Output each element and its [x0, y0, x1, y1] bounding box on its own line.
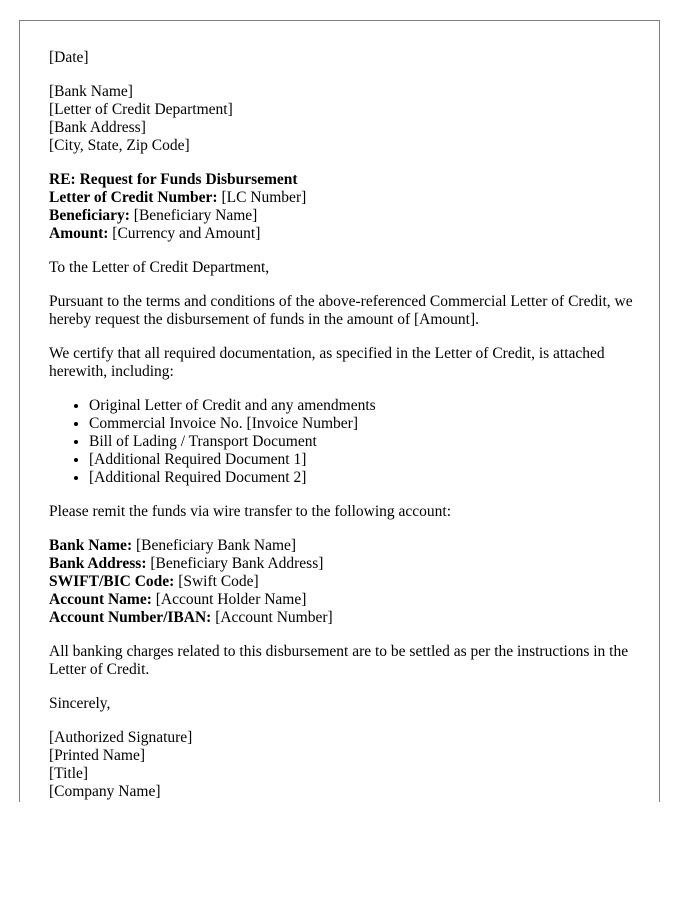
list-item: • [Additional Required Document 1]	[89, 451, 639, 469]
subject-line	[49, 171, 639, 189]
account-bank-address-value: [Beneficiary Bank Address]	[146, 555, 324, 572]
beneficiary-value: [Beneficiary Name]	[129, 207, 258, 224]
list-item: • Original Letter of Credit and any amendments	[89, 397, 639, 415]
account-swift-label: SWIFT/BIC Code:	[49, 573, 175, 590]
list-item: • Bill of Lading / Transport Document	[89, 433, 639, 451]
salutation: To the Letter of Credit Department,	[49, 259, 270, 276]
remit-paragraph: Please remit the funds via wire transfer to the following account:	[49, 503, 452, 520]
signer-title: [Title]	[49, 765, 89, 782]
closing: Sincerely,	[49, 695, 111, 712]
account-bank-name-label: Bank Name:	[49, 537, 133, 554]
account-name-value: [Account Holder Name]	[151, 591, 307, 608]
letter-page	[19, 20, 660, 802]
account-number-label: Account Number/IBAN:	[49, 609, 212, 626]
list-item: • Commercial Invoice No. [Invoice Number]	[89, 415, 639, 433]
amount-label: Amount:	[49, 225, 109, 242]
letter-body	[49, 49, 639, 802]
printed-name: [Printed Name]	[49, 747, 145, 764]
beneficiary-line	[49, 207, 639, 225]
request-paragraph: Pursuant to the terms and conditions of the above-referenced Commercial Letter of Credit, we hereby request the disbursement of funds in the amount of [Amount].	[49, 293, 633, 328]
account-name-line	[49, 591, 639, 609]
subject-text: RE: Request for Funds Disbursement	[49, 171, 298, 188]
account-name-label: Account Name:	[49, 591, 152, 608]
account-swift-value: [Swift Code]	[174, 573, 259, 590]
recipient-bank-address: [Bank Address]	[49, 119, 146, 136]
charges-paragraph: All banking charges related to this disbursement are to be settled as per the instructions in the Letter of Credit.	[49, 643, 629, 678]
lc-number-line	[49, 189, 639, 207]
recipient-address	[49, 83, 639, 155]
recipient-department: [Letter of Credit Department]	[49, 101, 233, 118]
account-bank-address-line	[49, 555, 639, 573]
account-bank-address-label: Bank Address:	[49, 555, 147, 572]
letter-date: [Date]	[49, 49, 89, 66]
recipient-city-state-zip: [City, State, Zip Code]	[49, 137, 190, 154]
lc-number-value: [LC Number]	[217, 189, 307, 206]
document-list	[49, 397, 639, 487]
lc-number-label: Letter of Credit Number:	[49, 189, 218, 206]
account-number-value: [Account Number]	[211, 609, 333, 626]
signature-block	[49, 729, 639, 801]
amount-line	[49, 225, 639, 243]
authorized-signature: [Authorized Signature]	[49, 729, 193, 746]
account-details	[49, 537, 639, 627]
reference-block	[49, 171, 639, 243]
list-item: • [Additional Required Document 2]	[89, 469, 639, 487]
recipient-bank-name: [Bank Name]	[49, 83, 133, 100]
company-name: [Company Name]	[49, 783, 161, 800]
amount-value: [Currency and Amount]	[108, 225, 261, 242]
account-bank-name-line	[49, 537, 639, 555]
certify-paragraph: We certify that all required documentation, as specified in the Letter of Credit, is attached herewith, including:	[49, 345, 605, 380]
beneficiary-label: Beneficiary:	[49, 207, 130, 224]
account-bank-name-value: [Beneficiary Bank Name]	[132, 537, 297, 554]
date-block	[49, 49, 639, 67]
account-number-line	[49, 609, 639, 627]
account-swift-line	[49, 573, 639, 591]
